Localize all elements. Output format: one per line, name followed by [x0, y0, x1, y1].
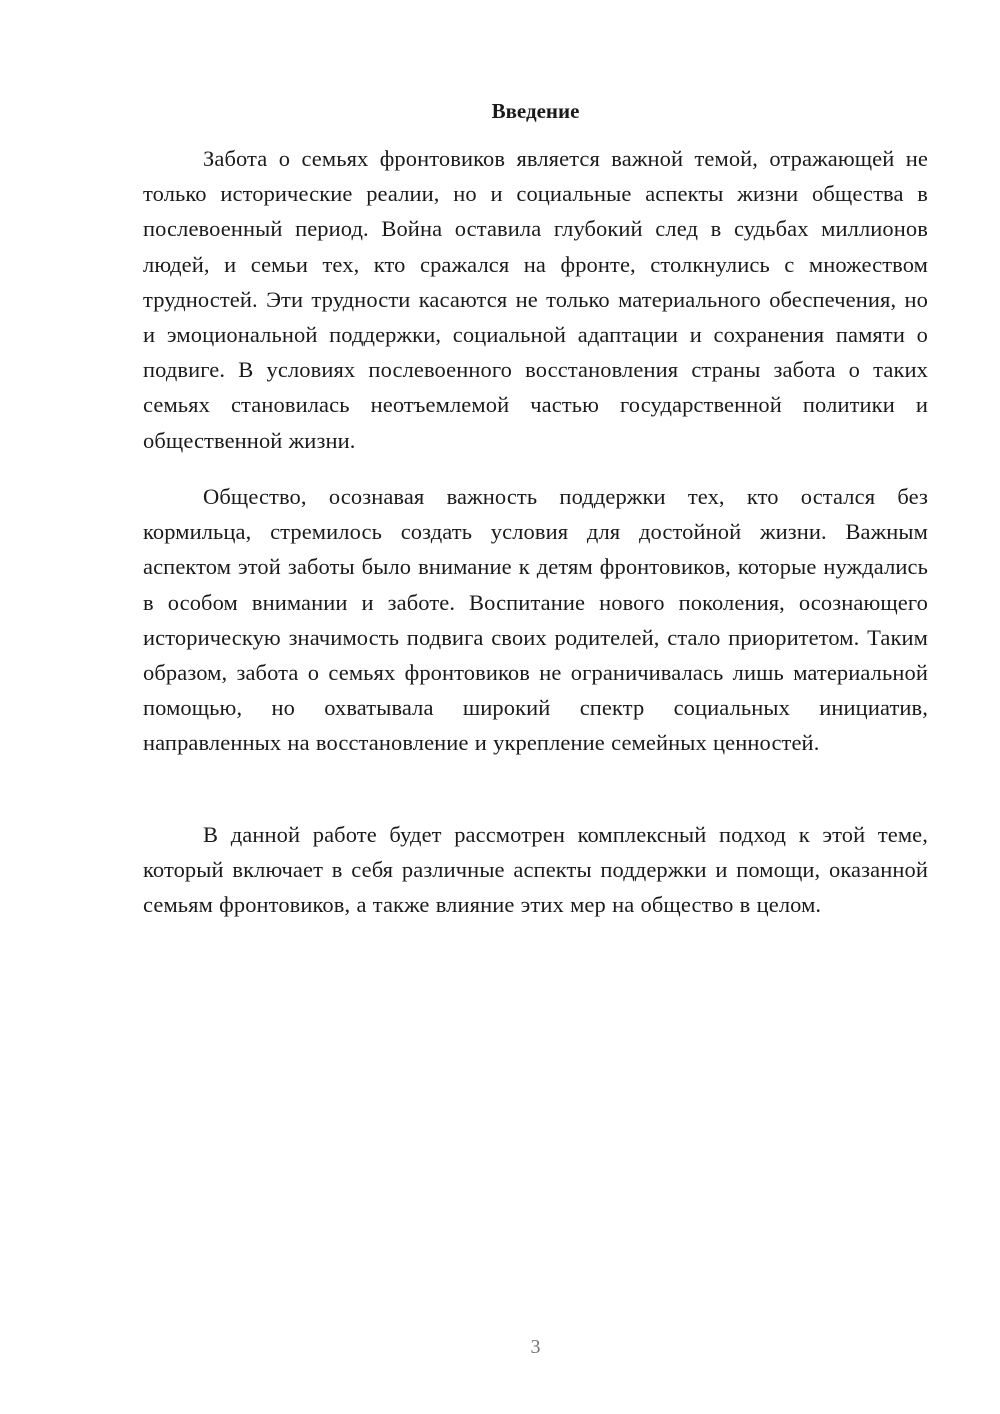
page-number: 3 [530, 1336, 541, 1358]
document-page [143, 0, 928, 1414]
section-heading: Введение [491, 99, 580, 123]
paragraph-2: Общество, осознавая важность поддержки тех, кто остался без кормильца, стремилось создать условия для достойной жизни. Важным аспектом этой заботы было внимание к детям фронтовиков, которые нуждались в особом внимании и заботе. Воспитание нового поколения, осознающего историческую значимость подвига своих родителей, стало приоритетом. Таким образом, забота о семьях фронтовиков не ограничивалась лишь материальной помощью, но охватывала широкий спектр социальных инициатив, направленных на восстановление и укрепление семейных ценностей. [143, 484, 928, 756]
paragraph-1: Забота о семьях фронтовиков является важной темой, отражающей не только исторические реалии, но и социальные аспекты жизни общества в послевоенный период. Война оставила глубокий след в судьбах миллионов людей, и семьи тех, кто сражался на фронте, столкнулись с множеством трудностей. Эти трудности касаются не только материального обеспечения, но и эмоциональной поддержки, социальной адаптации и сохранения памяти о подвиге. В условиях послевоенного восстановления страны забота о таких семьях становилась неотъемлемой частью государственной политики и общественной жизни. [143, 146, 928, 453]
paragraph-3: В данной работе будет рассмотрен комплексный подход к этой теме, который включает в себя различные аспекты поддержки и помощи, оказанной семьям фронтовиков, а также влияние этих мер на общество в целом. [143, 822, 928, 918]
